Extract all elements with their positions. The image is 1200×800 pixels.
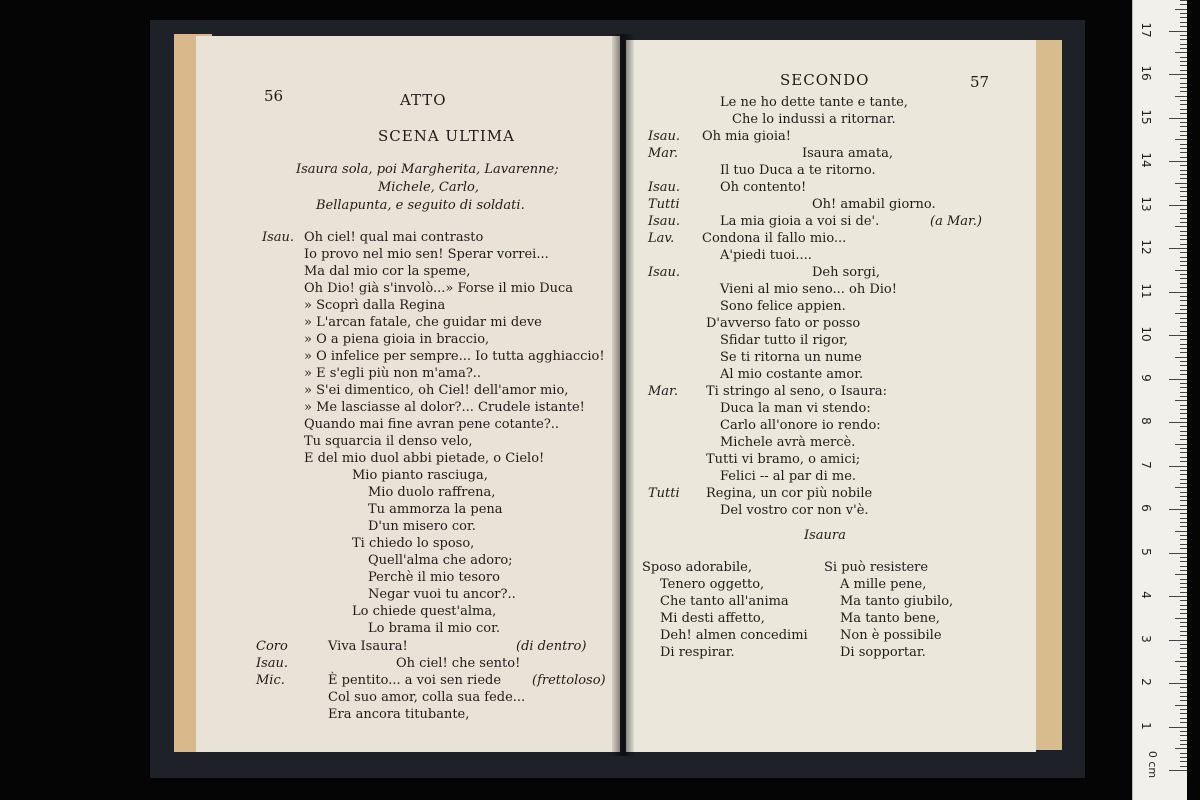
ruler-tick — [1180, 513, 1187, 514]
speaker-label: Isau. — [648, 129, 681, 144]
ruler-tick — [1180, 348, 1187, 349]
ruler-tick — [1180, 383, 1187, 384]
ruler-tick — [1175, 618, 1187, 619]
ruler-tick — [1180, 535, 1187, 536]
ruler-number: 6 — [1139, 504, 1153, 512]
scene-title: SCENA ULTIMA — [378, 127, 515, 145]
ruler-tick — [1180, 326, 1187, 327]
ruler-tick — [1180, 257, 1187, 258]
ruler-tick — [1169, 205, 1187, 206]
ruler-tick — [1180, 318, 1187, 319]
ruler-tick — [1180, 622, 1187, 623]
verse-line: Lo chiede quest'alma, — [352, 604, 497, 619]
speaker-label: Lav. — [648, 231, 675, 246]
ruler-tick — [1180, 696, 1187, 697]
ruler-tick — [1180, 178, 1187, 179]
ruler-tick — [1180, 731, 1187, 732]
ruler-tick — [1180, 83, 1187, 84]
ruler-tick — [1180, 148, 1187, 149]
ruler-tick — [1180, 261, 1187, 262]
verse-line: Carlo all'onore io rendo: — [720, 418, 881, 433]
verse-line: Ti stringo al seno, o Isaura: — [706, 384, 887, 399]
ruler-tick — [1180, 209, 1187, 210]
right-page — [626, 40, 1036, 752]
ruler-tick — [1180, 418, 1187, 419]
ruler-tick — [1180, 170, 1187, 171]
cast-line: Bellapunta, e seguito di soldati. — [316, 198, 525, 213]
ruler-tick — [1180, 492, 1187, 493]
ruler-number: 15 — [1139, 108, 1153, 125]
ruler-tick — [1169, 248, 1187, 249]
ruler-tick — [1180, 609, 1187, 610]
ruler-tick — [1180, 435, 1187, 436]
ruler-tick — [1169, 379, 1187, 380]
ruler-tick — [1180, 666, 1187, 667]
aria-line: Ma tanto giubilo, — [840, 594, 954, 609]
ruler-tick — [1175, 400, 1187, 401]
aria-line: Di respirar. — [660, 645, 735, 660]
ruler-tick — [1180, 296, 1187, 297]
ruler-tick — [1180, 44, 1187, 45]
ruler-tick — [1180, 48, 1187, 49]
ruler-tick — [1180, 452, 1187, 453]
ruler-tick — [1180, 235, 1187, 236]
verse-line: E del mio duol abbi pietade, o Cielo! — [304, 451, 545, 466]
speaker-label: Isau. — [262, 230, 295, 245]
ruler-tick — [1180, 761, 1187, 762]
verse-line: Oh mia gioia! — [702, 129, 791, 144]
ruler-tick — [1180, 265, 1187, 266]
ruler-tick — [1180, 735, 1187, 736]
running-head-right: SECONDO — [780, 71, 870, 89]
ruler-tick — [1180, 592, 1187, 593]
aria-line: Di sopportar. — [840, 645, 926, 660]
ruler-tick — [1180, 522, 1187, 523]
stage-direction: (a Mar.) — [930, 214, 983, 229]
verse-line: Le ne ho dette tante e tante, — [720, 95, 908, 110]
ruler-tick — [1180, 483, 1187, 484]
verse-line: Oh! amabil giorno. — [812, 197, 936, 212]
ruler-tick — [1180, 126, 1187, 127]
ruler-tick — [1180, 692, 1187, 693]
ruler-tick — [1180, 100, 1187, 101]
verse-line: » E s'egli più non m'ama?.. — [304, 366, 482, 381]
ruler-tick — [1180, 300, 1187, 301]
ruler-tick — [1180, 413, 1187, 414]
ruler-tick — [1180, 104, 1187, 105]
verse-line: Ma dal mio cor la speme, — [304, 264, 471, 279]
ruler-tick — [1180, 13, 1187, 14]
ruler-tick — [1180, 39, 1187, 40]
verse-line: Mio pianto rasciuga, — [352, 468, 488, 483]
stage-direction: (frettoloso) — [532, 673, 606, 688]
stage-direction: (di dentro) — [516, 639, 587, 654]
ruler-tick — [1180, 626, 1187, 627]
ruler-tick — [1175, 748, 1187, 749]
aria-line: Che tanto all'anima — [660, 594, 789, 609]
ruler-tick — [1180, 426, 1187, 427]
ruler-tick — [1180, 674, 1187, 675]
verse-line: La mia gioia a voi si de'. — [720, 214, 880, 229]
ruler-tick — [1180, 461, 1187, 462]
ruler-tick — [1180, 122, 1187, 123]
ruler-tick — [1180, 26, 1187, 27]
verse-line: » O infelice per sempre... Io tutta agghiaccio! — [304, 349, 605, 364]
ruler-tick — [1180, 479, 1187, 480]
ruler-tick — [1180, 740, 1187, 741]
verse-line: Mio duolo raffrena, — [368, 485, 496, 500]
ruler-tick — [1180, 766, 1187, 767]
aria-line: Tenero oggetto, — [660, 577, 765, 592]
speaker-label: Tutti — [648, 486, 680, 501]
verse-line: Oh Dio! già s'involò...» Forse il mio Duca — [304, 281, 574, 296]
aria-line: Deh! almen concedimi — [660, 628, 808, 643]
ruler-tick — [1169, 118, 1187, 119]
ruler-tick — [1180, 305, 1187, 306]
ruler-tick — [1180, 718, 1187, 719]
ruler-number: 5 — [1139, 547, 1153, 556]
aria-line: A mille pene, — [840, 577, 927, 592]
ruler-tick — [1180, 109, 1187, 110]
ruler-tick — [1169, 422, 1187, 423]
ruler-tick — [1180, 91, 1187, 92]
ruler-tick — [1180, 35, 1187, 36]
ruler-tick — [1180, 331, 1187, 332]
verse-line: Quell'alma che adoro; — [368, 553, 513, 568]
verse-line: D'un misero cor. — [368, 519, 476, 534]
ruler-tick — [1180, 65, 1187, 66]
ruler-tick — [1180, 370, 1187, 371]
ruler-tick — [1180, 579, 1187, 580]
ruler-tick — [1180, 352, 1187, 353]
ruler-tick — [1180, 744, 1187, 745]
speaker-label: Mar. — [648, 384, 678, 399]
ruler-tick — [1180, 231, 1187, 232]
ruler-tick — [1180, 57, 1187, 58]
ruler-tick — [1180, 605, 1187, 606]
ruler-tick — [1169, 161, 1187, 162]
ruler-tick — [1180, 157, 1187, 158]
ruler-tick — [1180, 70, 1187, 71]
ruler-tick — [1175, 531, 1187, 532]
ruler-tick — [1180, 78, 1187, 79]
ruler-tick — [1180, 131, 1187, 132]
ruler-tick — [1180, 144, 1187, 145]
ruler-number: 8 — [1139, 417, 1153, 425]
verse-line: Oh contento! — [720, 180, 807, 195]
ruler-tick — [1180, 374, 1187, 375]
speaker-label: Mar. — [648, 146, 678, 161]
ruler-number: 16 — [1139, 65, 1153, 81]
ruler-tick — [1180, 679, 1187, 680]
ruler-tick — [1180, 526, 1187, 527]
ruler-tick — [1180, 670, 1187, 671]
ruler-tick — [1169, 683, 1187, 684]
ruler-tick — [1175, 52, 1187, 53]
ruler-tick — [1180, 283, 1187, 284]
ruler-unit: 0 cm — [1146, 750, 1160, 779]
ruler-tick — [1175, 574, 1187, 575]
verse-line: Tu ammorza la pena — [368, 502, 503, 517]
verse-line: Regina, un cor più nobile — [706, 486, 873, 501]
ruler-tick — [1169, 553, 1187, 554]
ruler-tick — [1180, 152, 1187, 153]
ruler-tick — [1180, 361, 1187, 362]
ruler-tick — [1180, 539, 1187, 540]
ruler-tick — [1175, 139, 1187, 140]
verse-line: Era ancora titubante, — [328, 707, 470, 722]
ruler-tick — [1180, 409, 1187, 410]
ruler-tick — [1180, 4, 1187, 5]
ruler-tick — [1180, 448, 1187, 449]
ruler-tick — [1180, 657, 1187, 658]
ruler-number: 17 — [1139, 21, 1153, 38]
ruler-number: 9 — [1139, 373, 1153, 382]
ruler-tick — [1180, 165, 1187, 166]
speaker-label: Isau. — [648, 214, 681, 229]
ruler-tick — [1180, 309, 1187, 310]
ruler-tick — [1180, 187, 1187, 188]
ruler-tick — [1175, 705, 1187, 706]
ruler-tick — [1180, 648, 1187, 649]
ruler-tick — [1169, 466, 1187, 467]
ruler-tick — [1180, 274, 1187, 275]
verse-line: Sono felice appien. — [720, 299, 846, 314]
ruler-tick — [1180, 644, 1187, 645]
ruler-tick — [1180, 252, 1187, 253]
verse-line: » Me lasciasse al dolor?... Crudele istante! — [304, 400, 585, 415]
verse-line: » S'ei dimentico, oh Ciel! dell'amor mio, — [304, 383, 569, 398]
ruler-tick — [1180, 322, 1187, 323]
verse-line: » Scoprì dalla Regina — [304, 298, 446, 313]
aria-line: Non è possibile — [840, 628, 942, 643]
running-head-left: ATTO — [400, 91, 447, 109]
verse-line: Il tuo Duca a te ritorno. — [720, 163, 876, 178]
cast-line: Isaura sola, poi Margherita, Lavarenne; — [296, 162, 559, 177]
page-number-left: 56 — [264, 87, 284, 105]
left-page — [196, 36, 620, 752]
ruler-tick — [1180, 392, 1187, 393]
ruler-tick — [1180, 687, 1187, 688]
speaker-label: Coro — [256, 639, 288, 654]
ruler-tick — [1180, 22, 1187, 23]
verse-line: Quando mai fine avran pene cotante?.. — [304, 417, 560, 432]
verse-line: A'piedi tuoi.... — [720, 248, 812, 263]
ruler-tick — [1169, 292, 1187, 293]
ruler-tick — [1175, 183, 1187, 184]
verse-line: Oh ciel! che sento! — [396, 656, 521, 671]
speaker-label: Mic. — [256, 673, 285, 688]
ruler-number: 14 — [1139, 152, 1153, 168]
ruler-tick — [1175, 9, 1187, 10]
right-page-edges — [1036, 40, 1062, 750]
ruler-tick — [1180, 500, 1187, 501]
ruler-tick — [1180, 344, 1187, 345]
aria-line: Mi desti affetto, — [660, 611, 765, 626]
verse-line: Tutti vi bramo, o amici; — [706, 452, 861, 467]
aria-line: Ma tanto bene, — [840, 611, 940, 626]
verse-line: Se ti ritorna un nume — [720, 350, 862, 365]
speaker-label: Isau. — [256, 656, 289, 671]
ruler-tick — [1180, 753, 1187, 754]
verse-line: Lo brama il mio cor. — [368, 621, 501, 636]
speaker-label: Tutti — [648, 197, 680, 212]
ruler-tick — [1180, 561, 1187, 562]
ruler-tick — [1175, 661, 1187, 662]
ruler-tick — [1175, 96, 1187, 97]
verse-line: Perchè il mio tesoro — [368, 570, 500, 585]
verse-line: Ti chiedo lo sposo, — [352, 536, 475, 551]
ruler-tick — [1169, 596, 1187, 597]
ruler-tick — [1169, 31, 1187, 32]
ruler-tick — [1180, 439, 1187, 440]
verse-line: Oh ciel! qual mai contrasto — [304, 230, 484, 245]
ruler-tick — [1180, 0, 1187, 1]
ruler-tick — [1180, 700, 1187, 701]
ruler-tick — [1180, 557, 1187, 558]
ruler-tick — [1180, 365, 1187, 366]
ruler-tick — [1180, 587, 1187, 588]
ruler-tick — [1180, 244, 1187, 245]
verse-line: Isaura amata, — [802, 146, 893, 161]
ruler-tick — [1175, 226, 1187, 227]
ruler-tick — [1180, 113, 1187, 114]
verse-line: Tu squarcia il denso velo, — [304, 434, 473, 449]
ruler-number: 11 — [1139, 282, 1153, 299]
verse-line: Col suo amor, colla sua fede... — [328, 690, 526, 705]
ruler-number: 7 — [1139, 460, 1153, 469]
verse-line: » O a piena gioia in braccio, — [304, 332, 490, 347]
ruler-tick — [1180, 544, 1187, 545]
verse-line: È pentito... a voi sen riede — [328, 673, 502, 688]
ruler-tick — [1180, 631, 1187, 632]
verse-line: Del vostro cor non v'è. — [720, 503, 869, 518]
ruler-tick — [1169, 509, 1187, 510]
ruler-number: 13 — [1139, 195, 1153, 212]
ruler-tick — [1169, 727, 1187, 728]
ruler-tick — [1180, 87, 1187, 88]
ruler-number: 1 — [1139, 721, 1153, 730]
ruler-tick — [1169, 640, 1187, 641]
ruler-tick — [1180, 196, 1187, 197]
ruler-tick — [1180, 600, 1187, 601]
ruler-tick — [1180, 653, 1187, 654]
verse-line: Condona il fallo mio... — [702, 231, 847, 246]
ruler-number: 2 — [1139, 678, 1153, 686]
ruler-tick — [1180, 713, 1187, 714]
measuring-ruler — [1132, 0, 1187, 800]
ruler-tick — [1180, 709, 1187, 710]
ruler-tick — [1180, 548, 1187, 549]
verse-line: Deh sorgi, — [812, 265, 880, 280]
ruler-tick — [1180, 583, 1187, 584]
verse-line: » L'arcan fatale, che guidar mi deve — [304, 315, 542, 330]
ruler-tick — [1180, 287, 1187, 288]
ruler-tick — [1180, 470, 1187, 471]
verse-line: Felici -- al par di me. — [720, 469, 857, 484]
ruler-tick — [1180, 339, 1187, 340]
ruler-tick — [1180, 635, 1187, 636]
ruler-tick — [1169, 770, 1187, 771]
ruler-tick — [1169, 335, 1187, 336]
ruler-number: 4 — [1139, 591, 1153, 599]
ruler-tick — [1180, 387, 1187, 388]
aria-heading: Isaura — [804, 528, 846, 543]
book-gutter — [612, 34, 634, 756]
ruler-tick — [1180, 191, 1187, 192]
verse-line: D'avverso fato or posso — [706, 316, 861, 331]
ruler-tick — [1180, 405, 1187, 406]
ruler-tick — [1180, 218, 1187, 219]
ruler-tick — [1180, 213, 1187, 214]
ruler-tick — [1175, 357, 1187, 358]
verse-line: Vieni al mio seno... oh Dio! — [720, 282, 897, 297]
ruler-tick — [1175, 444, 1187, 445]
ruler-tick — [1180, 200, 1187, 201]
ruler-tick — [1180, 757, 1187, 758]
ruler-tick — [1180, 722, 1187, 723]
ruler-tick — [1180, 518, 1187, 519]
aria-line: Si può resistere — [824, 560, 929, 575]
ruler-tick — [1180, 474, 1187, 475]
ruler-tick — [1180, 135, 1187, 136]
ruler-tick — [1180, 570, 1187, 571]
ruler-tick — [1180, 239, 1187, 240]
verse-line: Io provo nel mio sen! Sperar vorrei... — [304, 247, 549, 262]
ruler-tick — [1180, 566, 1187, 567]
ruler-tick — [1180, 278, 1187, 279]
verse-line: Viva Isaura! — [328, 639, 408, 654]
ruler-tick — [1180, 174, 1187, 175]
ruler-tick — [1180, 17, 1187, 18]
speaker-label: Isau. — [648, 180, 681, 195]
verse-line: Sfidar tutto il rigor, — [720, 333, 848, 348]
verse-line: Al mio costante amor. — [720, 367, 864, 382]
aria-line: Sposo adorabile, — [642, 560, 753, 575]
ruler-tick — [1169, 74, 1187, 75]
ruler-tick — [1175, 487, 1187, 488]
ruler-tick — [1180, 613, 1187, 614]
ruler-tick — [1175, 270, 1187, 271]
ruler-tick — [1180, 222, 1187, 223]
verse-line: Michele avrà mercè. — [720, 435, 856, 450]
ruler-tick — [1180, 61, 1187, 62]
ruler-tick — [1175, 313, 1187, 314]
verse-line: Duca la man vi stendo: — [720, 401, 871, 416]
page-number-right: 57 — [970, 73, 990, 91]
ruler-number: 12 — [1139, 239, 1153, 255]
cast-line: Michele, Carlo, — [378, 180, 479, 195]
verse-line: Negar vuoi tu ancor?.. — [368, 587, 516, 602]
ruler-number: 10 — [1139, 326, 1153, 342]
ruler-number: 3 — [1139, 634, 1153, 643]
ruler-tick — [1180, 505, 1187, 506]
ruler-tick — [1180, 457, 1187, 458]
verse-line: Che lo indussi a ritornar. — [732, 112, 896, 127]
ruler-tick — [1180, 431, 1187, 432]
ruler-tick — [1180, 396, 1187, 397]
speaker-label: Isau. — [648, 265, 681, 280]
ruler-tick — [1180, 496, 1187, 497]
